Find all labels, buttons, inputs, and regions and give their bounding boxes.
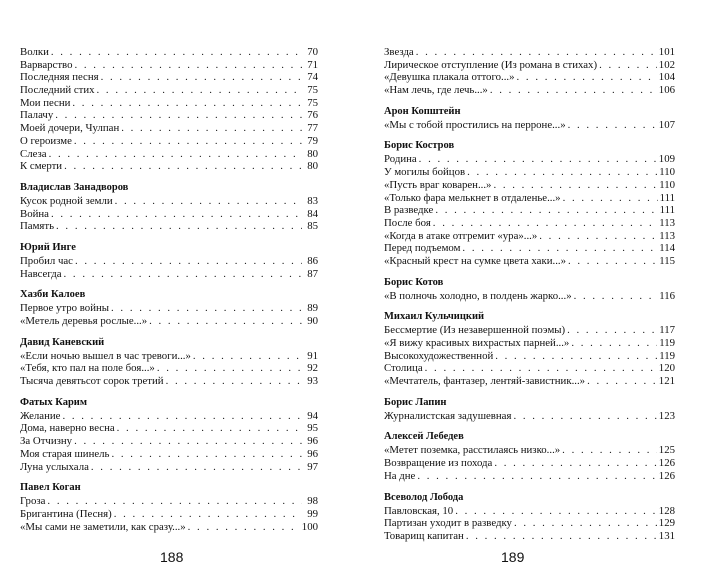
- dot-leader: [495, 350, 657, 363]
- entry-page-number: 101: [658, 46, 675, 58]
- toc-entry: [20, 508, 318, 521]
- toc-entry: [384, 217, 675, 230]
- left-page-toc: [20, 46, 318, 541]
- dot-leader: [568, 255, 657, 268]
- entry-title: Журналистская задушевная: [384, 409, 512, 422]
- toc-entry: [20, 350, 318, 363]
- dot-leader: [562, 444, 657, 457]
- entry-title: Кусок родной земли: [20, 194, 113, 207]
- dot-leader: [91, 461, 302, 474]
- entry-page-number: 121: [658, 375, 675, 388]
- entry-page-number: 129: [658, 517, 675, 530]
- dot-leader: [74, 435, 302, 448]
- dot-leader: [514, 517, 657, 530]
- entry-page-number: 111: [659, 204, 675, 217]
- dot-leader: [114, 508, 302, 521]
- entry-page-number: 84: [307, 207, 318, 220]
- dot-leader: [149, 315, 302, 328]
- entry-page-number: 87: [307, 267, 318, 280]
- entry-page-number: 80: [307, 160, 318, 173]
- entry-title: «Нам лечь, где лечь...»: [384, 84, 488, 97]
- dot-leader: [115, 195, 302, 208]
- author-heading: Борис Котов: [384, 276, 444, 288]
- dot-leader: [111, 302, 302, 315]
- toc-entry: [20, 461, 318, 474]
- author-heading: Павел Коган: [20, 482, 81, 494]
- toc-entry: [384, 505, 675, 518]
- toc-entry: [384, 470, 675, 483]
- toc-entry: [384, 46, 675, 59]
- dot-leader: [462, 242, 657, 255]
- dot-leader: [467, 166, 657, 179]
- entry-title: Пробил час: [20, 254, 73, 267]
- toc-entry: [20, 410, 318, 423]
- toc-entry: [384, 230, 675, 243]
- dot-leader: [64, 268, 302, 281]
- dot-leader: [599, 59, 657, 72]
- toc-entry: [20, 435, 318, 448]
- toc-entry: [384, 204, 675, 217]
- toc-entry: [20, 109, 318, 122]
- entry-title: «Только фара мелькнет в отдаленье...»: [384, 191, 561, 204]
- entry-page-number: 76: [307, 109, 318, 122]
- entry-page-number: 83: [307, 194, 318, 207]
- entry-page-number: 100: [301, 520, 318, 533]
- author-heading: Всеволод Лобода: [384, 491, 464, 503]
- dot-leader: [490, 84, 657, 97]
- entry-page-number: 113: [659, 229, 675, 242]
- entry-page-number: 126: [658, 457, 675, 470]
- author-heading: Хазби Калоев: [20, 289, 86, 301]
- entry-title: «Метет поземка, расстилаясь низко...»: [384, 444, 561, 457]
- author-heading: Алексей Лебедев: [384, 431, 464, 443]
- toc-entry: [20, 46, 318, 59]
- toc-entry: [20, 255, 318, 268]
- toc-entry: [384, 242, 675, 255]
- page-number-right: 189: [501, 549, 525, 565]
- dot-leader: [433, 217, 657, 230]
- entry-title: «Тебя, кто пал на поле боя...»: [20, 362, 155, 375]
- entry-title: Память: [20, 220, 55, 233]
- dot-leader: [64, 160, 302, 173]
- entry-title: «Красный крест на сумке цвета хаки...»: [384, 254, 566, 267]
- toc-author-group: [384, 139, 675, 267]
- entry-title: Последняя песня: [20, 71, 99, 84]
- entry-page-number: 79: [307, 134, 318, 147]
- entry-page-number: 106: [658, 84, 675, 97]
- dot-leader: [587, 375, 657, 388]
- entry-title: Лирическое отступление (Из романа в стихах): [384, 58, 598, 71]
- dot-leader: [72, 97, 302, 110]
- entry-title: Последний стих: [20, 84, 95, 97]
- toc-entry: [384, 255, 675, 268]
- toc-entry: [384, 530, 675, 543]
- toc-entry: [384, 153, 675, 166]
- entry-page-number: 80: [307, 147, 318, 160]
- dot-leader: [62, 410, 302, 423]
- entry-page-number: 120: [658, 362, 675, 375]
- dot-leader: [416, 46, 657, 59]
- toc-entry: [384, 166, 675, 179]
- entry-title: Моя старая шинель: [20, 447, 110, 460]
- entry-title: Тысяча девятьсот сорок третий: [20, 375, 164, 388]
- entry-page-number: 111: [659, 191, 675, 204]
- entry-page-number: 115: [659, 254, 675, 267]
- author-heading: Владислав Занадворов: [20, 181, 129, 193]
- toc-entry: [384, 179, 675, 192]
- entry-title: «Пусть враг коварен...»: [384, 178, 492, 191]
- dot-leader: [417, 470, 656, 483]
- dot-leader: [425, 362, 657, 375]
- author-heading: Давид Каневский: [20, 336, 105, 348]
- entry-page-number: 93: [307, 375, 318, 388]
- dot-leader: [188, 521, 300, 534]
- entry-page-number: 126: [658, 469, 675, 482]
- dot-leader: [568, 119, 657, 132]
- entry-page-number: 110: [659, 178, 675, 191]
- entry-title: Гроза: [20, 495, 46, 508]
- toc-entry: [20, 375, 318, 388]
- toc-entry: [20, 315, 318, 328]
- dot-leader: [101, 71, 302, 84]
- dot-leader: [55, 109, 302, 122]
- toc-entry: [20, 160, 318, 173]
- toc-entry: [20, 521, 318, 534]
- toc-author-group: [384, 105, 675, 132]
- toc-entry: [384, 517, 675, 530]
- entry-title: «Если ночью вышел в час тревоги...»: [20, 349, 191, 362]
- author-heading: Арон Копштейн: [384, 105, 461, 117]
- author-heading: Фатых Карим: [20, 396, 87, 408]
- entry-page-number: 98: [307, 495, 318, 508]
- dot-leader: [574, 290, 658, 303]
- dot-leader: [419, 153, 657, 166]
- author-heading: Михаил Кульчицкий: [384, 311, 485, 323]
- entry-title: За Отчизну: [20, 435, 73, 448]
- entry-page-number: 90: [307, 315, 318, 327]
- entry-title: «Метель деревья рослые...»: [20, 315, 148, 327]
- toc-entry: [20, 302, 318, 315]
- dot-leader: [193, 350, 302, 363]
- entry-page-number: 70: [307, 46, 318, 58]
- toc-entry: [20, 148, 318, 161]
- toc-entry: [20, 122, 318, 135]
- toc-entry: [384, 290, 675, 303]
- entry-page-number: 113: [659, 216, 675, 229]
- entry-title: «Девушка плакала оттого...»: [384, 71, 515, 84]
- toc-entry: [20, 71, 318, 84]
- entry-title: Партизан уходит в разведку: [384, 517, 512, 530]
- toc-entry: [384, 59, 675, 72]
- right-page-toc: [384, 46, 675, 551]
- entry-page-number: 107: [658, 118, 675, 131]
- toc-entry: [20, 135, 318, 148]
- entry-title: Высокохудожественной: [384, 349, 494, 362]
- entry-page-number: 110: [659, 166, 675, 179]
- entry-title: После боя: [384, 216, 431, 229]
- entry-title: Варварство: [20, 58, 73, 71]
- toc-author-group: [384, 310, 675, 387]
- entry-page-number: 123: [658, 409, 675, 422]
- entry-title: О героизме: [20, 134, 72, 147]
- toc-entry: [384, 457, 675, 470]
- entry-title: Луна услыхала: [20, 460, 89, 473]
- dot-leader: [97, 84, 302, 97]
- toc-entry: [384, 71, 675, 84]
- toc-author-group: [384, 430, 675, 482]
- dot-leader: [75, 255, 302, 268]
- toc-entry: [384, 192, 675, 205]
- dot-leader: [74, 135, 302, 148]
- dot-leader: [51, 46, 302, 59]
- toc-author-group: [20, 288, 318, 327]
- dot-leader: [117, 422, 302, 435]
- entry-title: Столица: [384, 362, 423, 375]
- toc-author-group: [384, 276, 675, 303]
- dot-leader: [74, 59, 302, 72]
- dot-leader: [56, 220, 302, 233]
- entry-title: «Когда в атаке отгремит «ура»...»: [384, 229, 538, 242]
- entry-page-number: 119: [659, 349, 675, 362]
- entry-title: Бессмертие (Из незавершенной поэмы): [384, 324, 566, 337]
- toc-entry: [384, 119, 675, 132]
- toc-entry: [384, 375, 675, 388]
- entry-page-number: 109: [658, 153, 675, 166]
- toc-entry: [20, 448, 318, 461]
- entry-page-number: 92: [307, 362, 318, 375]
- dot-leader: [571, 337, 657, 350]
- dot-leader: [567, 324, 657, 337]
- toc-entry: [20, 84, 318, 97]
- author-heading: Борис Лапин: [384, 396, 447, 408]
- entry-page-number: 131: [658, 529, 675, 542]
- toc-entry: [20, 208, 318, 221]
- entry-page-number: 75: [307, 96, 318, 109]
- entry-title: Родина: [384, 153, 417, 166]
- dot-leader: [47, 495, 302, 508]
- entry-page-number: 99: [307, 507, 318, 520]
- toc-entry: [20, 268, 318, 281]
- toc-entry: [20, 195, 318, 208]
- toc-author-group: [20, 336, 318, 388]
- toc-entry: [20, 220, 318, 233]
- dot-leader: [435, 204, 657, 217]
- entry-page-number: 96: [307, 447, 318, 460]
- toc-entry: [20, 59, 318, 72]
- toc-author-group: [20, 181, 318, 233]
- toc-author-group: [20, 241, 318, 280]
- dot-leader: [539, 230, 657, 243]
- entry-page-number: 86: [307, 254, 318, 267]
- toc-entry: [20, 97, 318, 110]
- entry-title: Слеза: [20, 147, 47, 160]
- entry-page-number: 75: [307, 84, 318, 97]
- entry-page-number: 91: [307, 349, 318, 362]
- toc-entry: [384, 362, 675, 375]
- dot-leader: [517, 71, 657, 84]
- entry-title: Перед подъемом: [384, 242, 461, 255]
- toc-entry: [384, 410, 675, 423]
- entry-page-number: 116: [659, 289, 675, 302]
- entry-title: Мои песни: [20, 96, 71, 109]
- entry-title: Навсегда: [20, 267, 62, 280]
- toc-entry: [20, 422, 318, 435]
- dot-leader: [455, 505, 657, 518]
- entry-title: На дне: [384, 469, 416, 482]
- toc-entry: [384, 84, 675, 97]
- entry-page-number: 102: [658, 58, 675, 71]
- toc-entry: [20, 495, 318, 508]
- dot-leader: [466, 530, 657, 543]
- dot-leader: [513, 410, 656, 423]
- entry-title: «Мы с тобой простились на перроне...»: [384, 118, 566, 131]
- toc-author-group: [20, 481, 318, 533]
- entry-title: Павловская, 10: [384, 504, 454, 517]
- entry-page-number: 71: [307, 58, 318, 71]
- entry-title: Палачу: [20, 109, 54, 122]
- entry-title: Моей дочери, Чулпан: [20, 122, 120, 135]
- toc-entry: [384, 350, 675, 363]
- entry-title: Дома, наверно весна: [20, 422, 115, 435]
- toc-author-group: [20, 46, 318, 173]
- entry-page-number: 85: [307, 220, 318, 233]
- entry-page-number: 119: [659, 337, 675, 349]
- entry-title: В разведке: [384, 204, 434, 217]
- entry-title: Товарищ капитан: [384, 529, 464, 542]
- entry-title: К смерти: [20, 160, 63, 173]
- entry-page-number: 95: [307, 422, 318, 435]
- entry-page-number: 117: [659, 324, 675, 337]
- entry-title: Звезда: [384, 46, 414, 58]
- entry-title: «Мы сами не заметили, как сразу...»: [20, 520, 186, 533]
- toc-entry: [384, 444, 675, 457]
- entry-page-number: 114: [659, 242, 675, 255]
- dot-leader: [51, 208, 302, 221]
- entry-title: Бригантина (Песня): [20, 507, 112, 520]
- dot-leader: [494, 457, 656, 470]
- dot-leader: [111, 448, 302, 461]
- toc-author-group: [20, 396, 318, 473]
- entry-page-number: 97: [307, 460, 318, 473]
- dot-leader: [563, 192, 658, 205]
- entry-page-number: 128: [658, 504, 675, 517]
- entry-title: «Я вижу красивых вихрастых парней...»: [384, 337, 570, 349]
- entry-title: Война: [20, 207, 49, 220]
- toc-entry: [384, 337, 675, 350]
- entry-page-number: 96: [307, 435, 318, 448]
- entry-title: Желание: [20, 409, 61, 422]
- entry-page-number: 74: [307, 71, 318, 84]
- dot-leader: [49, 148, 302, 161]
- entry-page-number: 125: [658, 444, 675, 457]
- entry-page-number: 94: [307, 409, 318, 422]
- entry-page-number: 104: [658, 71, 675, 84]
- dot-leader: [157, 362, 302, 375]
- entry-title: Возвращение из похода: [384, 457, 493, 470]
- toc-entry: [384, 324, 675, 337]
- toc-entry: [20, 362, 318, 375]
- entry-title: Волки: [20, 46, 49, 58]
- author-heading: Юрий Инге: [20, 241, 76, 253]
- entry-page-number: 77: [307, 122, 318, 135]
- dot-leader: [493, 179, 657, 192]
- toc-author-group: [384, 46, 675, 97]
- entry-title: «Мечтатель, фантазер, лентяй-завистник...»: [384, 375, 586, 388]
- entry-page-number: 89: [307, 302, 318, 315]
- author-heading: Борис Костров: [384, 140, 455, 152]
- dot-leader: [166, 375, 302, 388]
- page-number-left: 188: [160, 549, 184, 565]
- toc-author-group: [384, 491, 675, 543]
- dot-leader: [121, 122, 302, 135]
- entry-title: У могилы бойцов: [384, 166, 466, 179]
- entry-title: Первое утро войны: [20, 302, 110, 315]
- toc-author-group: [384, 396, 675, 423]
- entry-title: «В полночь холодно, в полдень жарко...»: [384, 289, 572, 302]
